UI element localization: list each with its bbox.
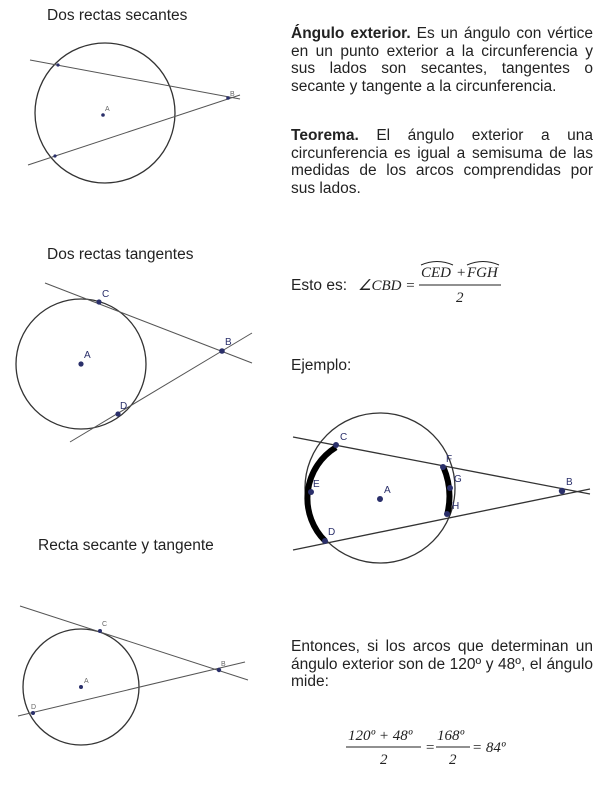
example-diagram [293,413,590,563]
example-point-g [447,485,453,491]
figure1-caption: Dos rectas secantes [47,7,188,24]
example-point-d [322,538,328,544]
example-label-h: H [452,501,460,512]
formula-angle: ∠CBD = [358,278,416,294]
example-label: Ejemplo: [291,357,352,374]
formula-arc-ced: CED [421,265,451,281]
example-label-f: F [446,454,453,465]
figure1-point-d [53,154,56,157]
figure1-secant-upper [30,60,240,99]
example-center-point [377,496,383,502]
figure3-label-d: D [31,704,37,711]
figure3-point-b [217,668,221,672]
figure3-point-c [98,629,102,633]
formula-denominator: 2 [456,290,464,306]
figure2-diagram [16,283,252,442]
figure2-label-b: B [225,337,232,348]
example-label-b: B [566,477,573,488]
example-point-c [333,442,339,448]
figure1-circle [35,43,175,183]
figure3-label-b: B [221,661,226,668]
figure3-caption: Recta secante y tangente [38,537,214,554]
figure2-point-c [96,299,101,304]
definition-body: Es un ángulo con vértice en un punto exterior a la circunferencia y sus lados son secantes, tangentes o secante y tangente a la circunferencia. [291,25,593,95]
example-label-g: G [454,474,462,485]
figure2-center-point [78,361,83,366]
calc-denominator-1: 2 [380,752,388,768]
figure2-point-d [115,411,120,416]
example-label-c: C [340,432,348,443]
figure2-caption: Dos rectas tangentes [47,246,194,263]
figure3-point-d [31,711,35,715]
theorem-body: El ángulo exterior a una circunferencia es igual a semisuma de las medidas de los arcos comprendidas por sus lados. [291,127,593,197]
example-point-h [444,511,450,517]
figure2-tangent-lower [70,333,252,442]
figure2-label-c: C [102,289,110,300]
figure2-label-a: A [84,350,91,361]
figure1-label-b: B [230,91,235,98]
calculation-expression [346,728,506,768]
definition-term: Ángulo exterior. [291,25,411,42]
figure1-center-point [101,113,105,117]
figure1-point-c [56,63,59,66]
figure1-diagram [28,43,240,183]
calc-numerator-1: 120º + 48º [348,728,413,744]
formula-arc-fgh: FGH [467,265,498,281]
calc-result: = 84º [472,740,506,756]
example-point-b [559,488,565,494]
figure1-secant-lower [28,95,240,165]
example-secant-lower [293,489,590,550]
example-label-d: D [328,527,336,538]
figure2-label-d: D [120,401,128,412]
formula-expression [358,262,501,307]
figure3-label-a: A [84,678,89,685]
figure3-center-point [79,685,83,689]
figure3-secant-line [18,662,245,716]
calc-denominator-2: 2 [449,752,457,768]
figure3-label-c: C [102,621,108,628]
conclusion-paragraph: Entonces, si los arcos que determinan un ángulo exterior son de 120º y 48º, el ángulo mide: [291,638,593,690]
calc-numerator-2: 168º [437,728,465,744]
example-label-a: A [384,485,391,496]
calc-equals-1: = [425,740,436,756]
theorem-term: Teorema. [291,127,359,144]
figure1-label-a: A [105,106,110,113]
figure3-diagram [18,606,248,745]
figure2-point-b [219,348,225,354]
example-label-e: E [313,479,320,490]
figure3-tangent-line [20,606,248,680]
formula-prefix: Esto es: [291,277,347,294]
formula-plus: + [456,265,467,281]
